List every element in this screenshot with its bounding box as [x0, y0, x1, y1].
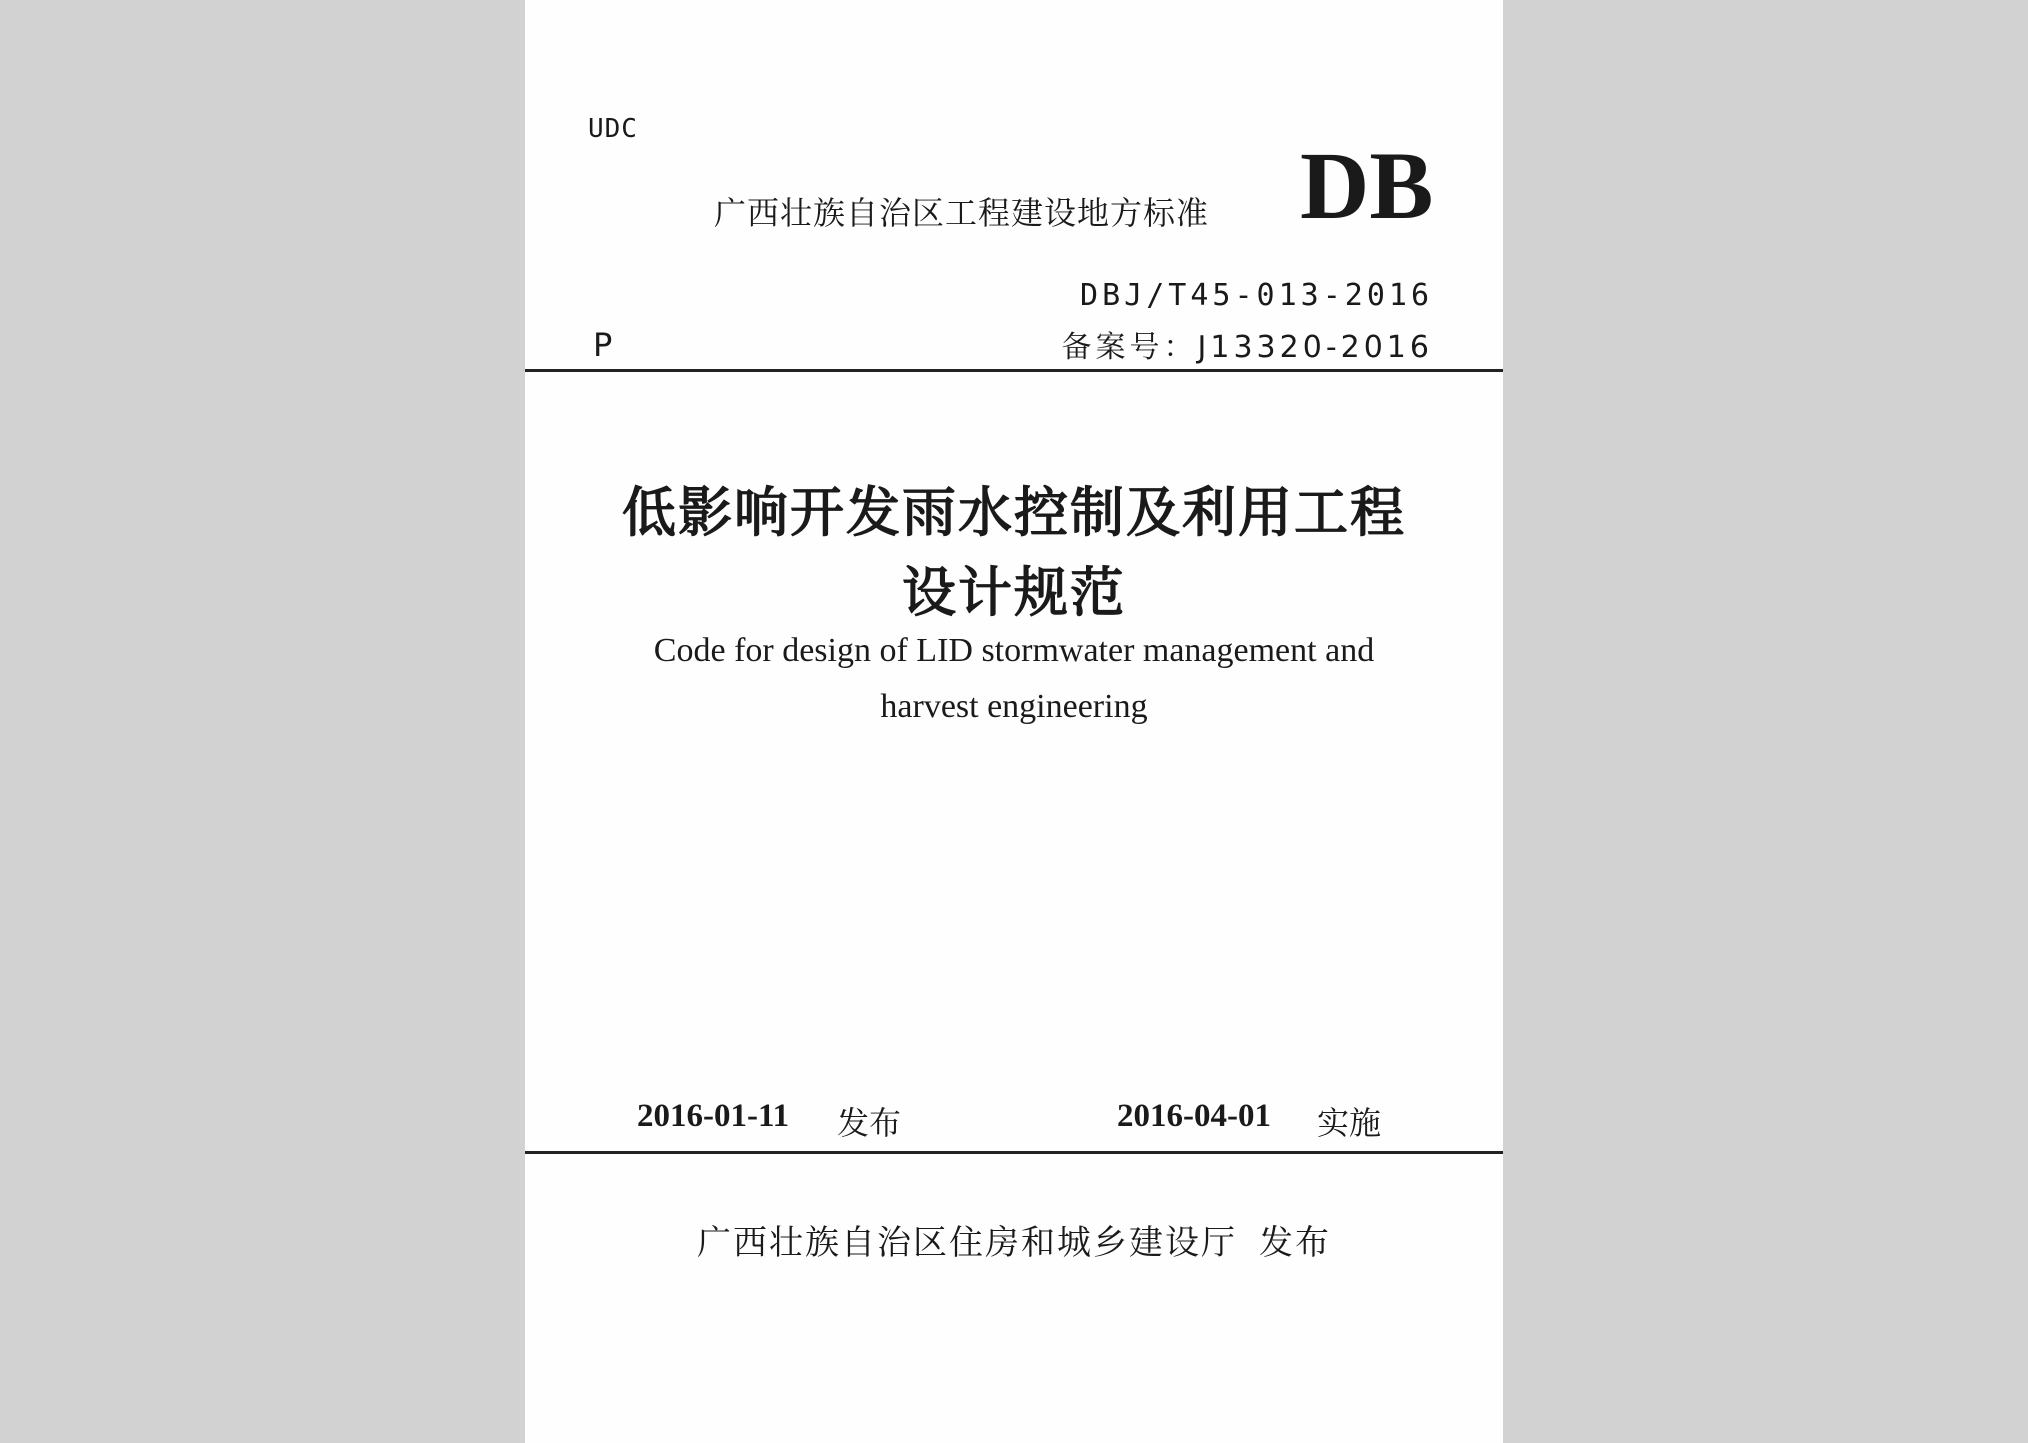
issue-label: 发布	[837, 1104, 902, 1142]
title-english-line1: Code for design of LID stormwater management and	[653, 632, 1375, 669]
publish-label: 发布	[1259, 1223, 1331, 1263]
implementation-date: 2016-04-01	[1117, 1098, 1271, 1134]
db-mark: DB	[1300, 132, 1434, 239]
classification-label: P	[593, 326, 613, 364]
title-chinese-line2: 设计规范	[902, 560, 1126, 624]
standard-code: DBJ/T45-013-2016	[1080, 278, 1433, 313]
standard-category-title: 广西壮族自治区工程建设地方标准	[714, 194, 1210, 232]
issue-date: 2016-01-11	[637, 1098, 790, 1134]
record-number: 备案号：J13320-2016	[1061, 330, 1433, 365]
title-chinese-line1: 低影响开发雨水控制及利用工程	[622, 480, 1406, 544]
udc-label: UDC	[588, 114, 638, 144]
publisher-name: 广西壮族自治区住房和城乡建设厅	[697, 1223, 1237, 1263]
bottom-divider	[525, 1151, 1503, 1154]
title-english-line2: harvest engineering	[880, 688, 1148, 725]
top-divider	[525, 369, 1503, 372]
document-cover-page	[525, 0, 1503, 1443]
implementation-label: 实施	[1317, 1104, 1382, 1142]
